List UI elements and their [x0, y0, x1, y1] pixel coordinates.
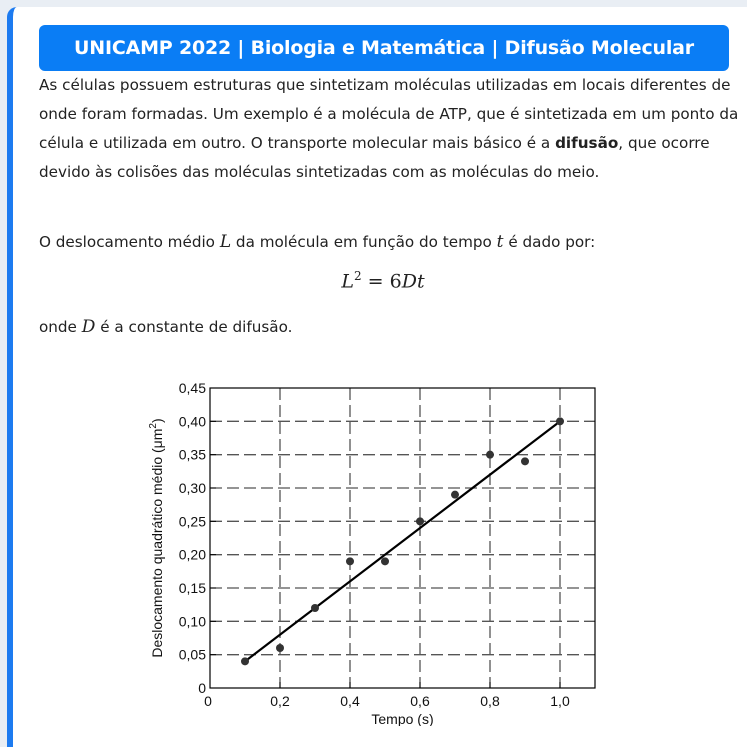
data-point: [381, 557, 389, 565]
data-point: [241, 657, 249, 665]
y-tick-label: 0: [198, 680, 206, 696]
x-tick-label: 0,8: [480, 693, 500, 709]
intro-paragraph: [39, 71, 739, 187]
displacement-paragraph: [39, 228, 739, 257]
x-tick-label: 1,0: [550, 693, 570, 709]
y-axis-label-main: Deslocamento quadrático médio (: [149, 448, 165, 658]
displacement-text-2: da molécula em função do tempo: [231, 233, 497, 251]
constant-text-1: onde: [39, 318, 82, 336]
formula-lhs: L: [341, 270, 354, 293]
variable-t: t: [496, 232, 504, 252]
y-tick-label: 0,15: [178, 580, 206, 596]
fit-line: [245, 421, 560, 661]
data-point: [486, 451, 494, 459]
diffusion-formula: [13, 269, 747, 292]
y-tick-label: 0,10: [178, 613, 206, 630]
y-tick-label: 0,20: [178, 546, 206, 563]
x-tick-label: 0,6: [410, 693, 430, 709]
y-axis-label-unit: μm: [149, 428, 165, 449]
formula-equals: = 6: [361, 270, 402, 293]
x-tick-label: 0: [204, 693, 212, 709]
intro-text-start: As células possuem estruturas que sintetizam moléculas utilizadas em locais diferentes de onde foram formadas. Um exemplo é a molécula de ATP, que é sintetizada em um ponto da célula e utilizada em outro. O transporte molecular mais básico é a: [39, 76, 739, 152]
y-tick-label: 0,45: [178, 380, 206, 396]
y-tick-label: 0,05: [178, 646, 206, 663]
x-tick-label: 0,4: [340, 693, 360, 709]
data-point: [311, 604, 319, 612]
variable-l: L: [219, 232, 232, 252]
y-axis-label: [148, 418, 165, 657]
x-axis-label: Tempo (s): [371, 711, 434, 726]
constant-text-2: é a constante de difusão.: [95, 318, 293, 336]
data-point: [451, 491, 459, 499]
y-tick-label: 0,40: [178, 413, 206, 430]
intro-bold-term: difusão: [555, 134, 619, 152]
constant-paragraph: [39, 313, 739, 342]
chart-svg: [143, 368, 609, 726]
line-layer: [245, 421, 560, 661]
y-axis-label-exponent: 2: [148, 423, 159, 429]
data-point: [556, 417, 564, 425]
data-point: [416, 517, 424, 525]
displacement-text-1: O deslocamento médio: [39, 233, 220, 251]
data-point: [276, 644, 284, 652]
data-point: [521, 457, 529, 465]
data-point: [346, 557, 354, 565]
formula-exponent: 2: [354, 269, 362, 283]
y-tick-label: 0,35: [178, 446, 206, 463]
y-tick-label: 0,25: [178, 513, 206, 530]
variable-d: D: [81, 317, 96, 337]
y-tick-label: 0,30: [178, 480, 206, 496]
tick-layer: [179, 380, 570, 709]
displacement-text-3: é dado por:: [503, 233, 596, 251]
page-title: UNICAMP 2022 | Biologia e Matemática | Difusão Molecular: [39, 25, 729, 71]
x-tick-label: 0,2: [270, 693, 290, 709]
intro-text-end: , que ocorre devido às colisões das moléculas sintetizadas com as moléculas do meio.: [39, 134, 710, 181]
y-axis-label-close: ): [149, 418, 165, 424]
diffusion-chart: [143, 368, 609, 726]
formula-rhs: Dt: [401, 270, 425, 293]
